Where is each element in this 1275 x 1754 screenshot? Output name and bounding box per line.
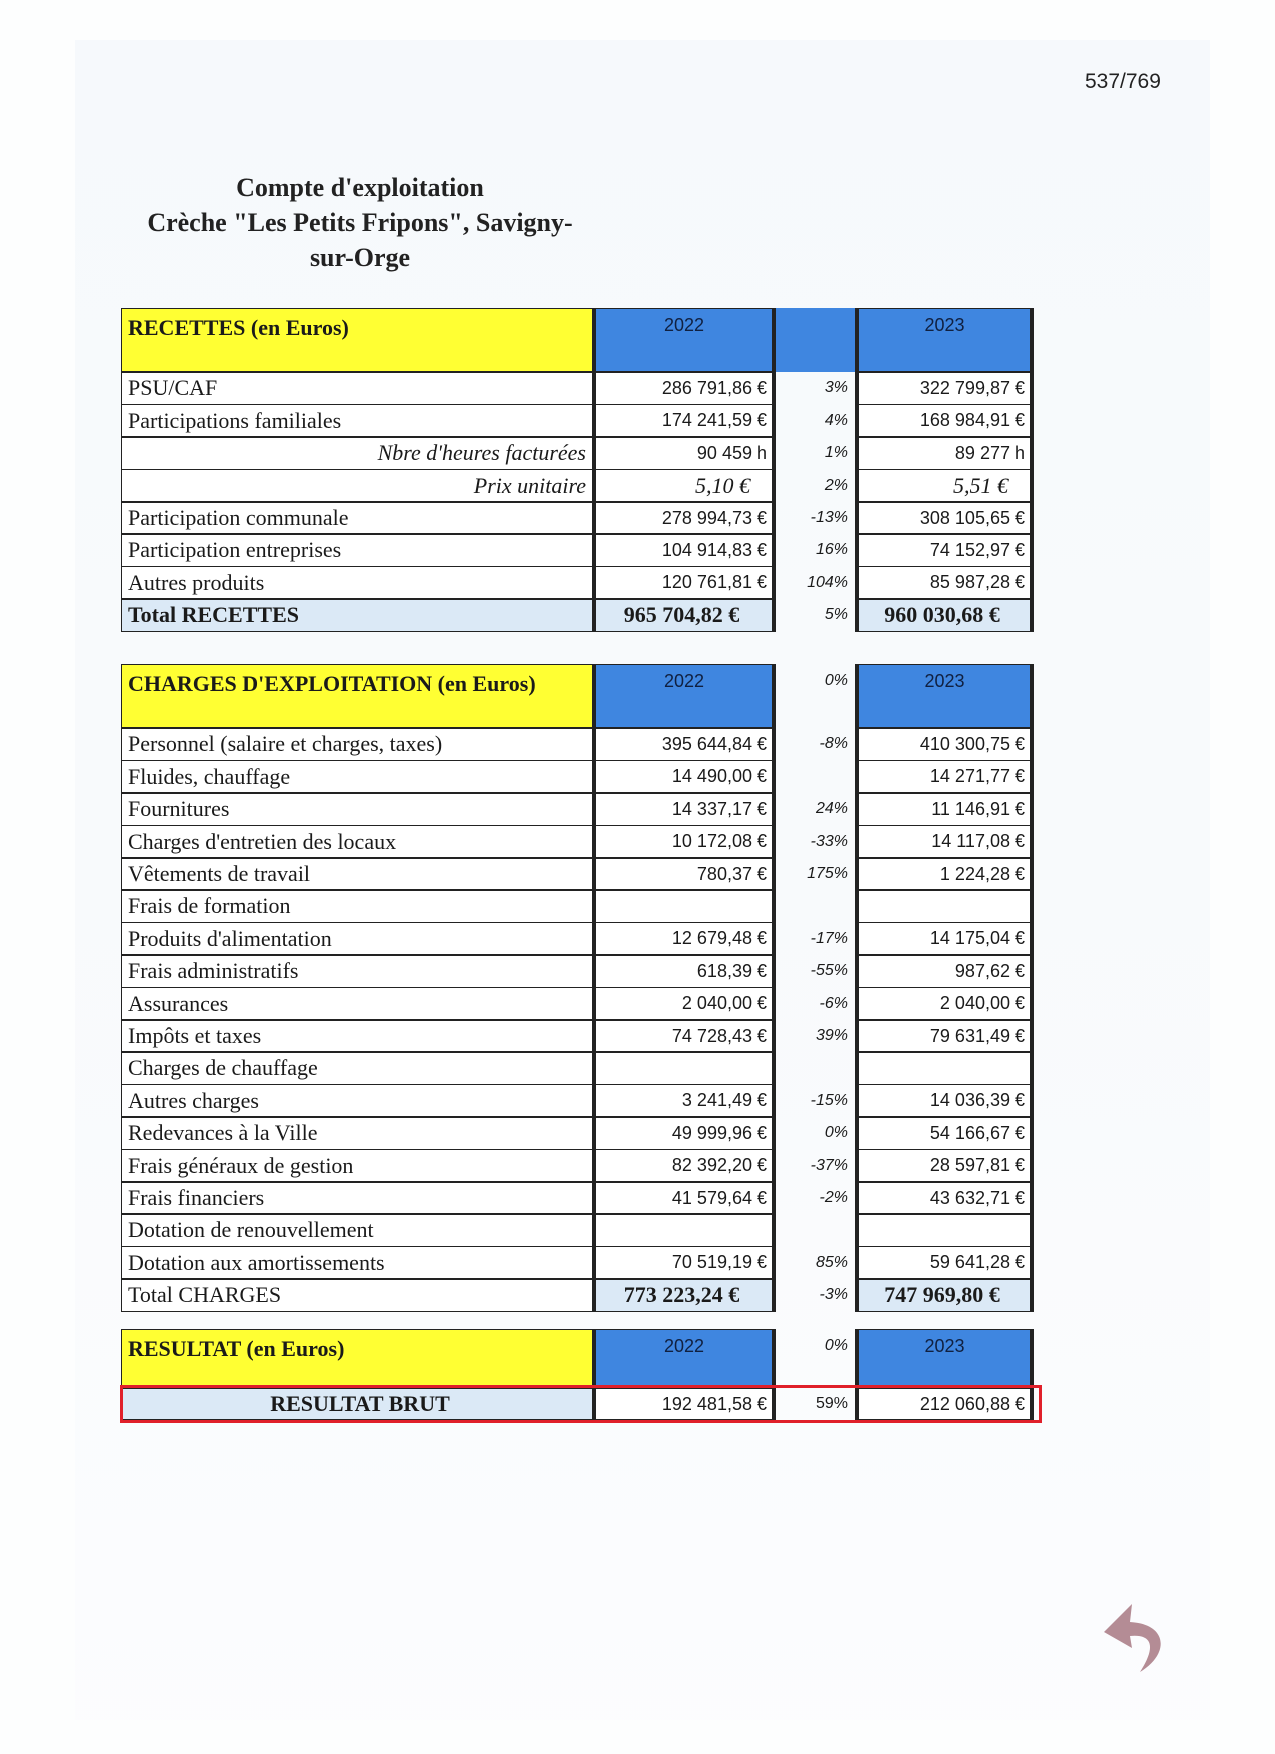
value-2022: 286 791,86 € <box>592 372 776 405</box>
pct-change: 104% <box>807 573 848 591</box>
table-row <box>121 1214 1034 1247</box>
value-2022: 618,39 € <box>592 955 776 988</box>
title-line: sur-Orge <box>309 243 411 272</box>
value-2023: 74 152,97 € <box>855 534 1034 567</box>
table-row <box>121 1246 1034 1279</box>
value-2023: 89 277 h <box>855 437 1034 470</box>
value-2022: 10 172,08 € <box>592 825 776 858</box>
value-2022: 49 999,96 € <box>592 1117 776 1150</box>
pct-change: -55% <box>810 962 848 980</box>
row-label: Dotation aux amortissements <box>121 1246 592 1279</box>
table-row <box>121 955 1034 988</box>
value-2022: 12 679,48 € <box>592 922 776 955</box>
header-pct: 0% <box>824 672 848 689</box>
value-2022: 965 704,82 € <box>592 599 776 632</box>
value-2023: 2 040,00 € <box>855 987 1034 1020</box>
value-2023: 11 146,91 € <box>855 793 1034 826</box>
row-label: PSU/CAF <box>121 372 592 405</box>
value-2022: 174 241,59 € <box>592 404 776 437</box>
row-label: Frais financiers <box>121 1182 592 1215</box>
pct-change: -6% <box>819 994 848 1012</box>
pct-change: -37% <box>810 1156 848 1174</box>
pct-change: 3% <box>824 379 848 397</box>
charges-header <box>121 664 1034 728</box>
value-2022: 74 728,43 € <box>592 1020 776 1053</box>
value-2023: 14 117,08 € <box>855 825 1034 858</box>
value-2023: 747 969,80 € <box>855 1279 1034 1312</box>
year-2023-header: 2023 <box>855 308 1034 372</box>
row-label: Total RECETTES <box>121 599 592 632</box>
value-2023: 308 105,65 € <box>855 502 1034 535</box>
value-2023: 28 597,81 € <box>855 1149 1034 1182</box>
table-row <box>121 825 1034 858</box>
resultat-header-label: RESULTAT (en Euros) <box>121 1329 592 1388</box>
row-label: Autres produits <box>121 566 592 599</box>
row-label: Participation entreprises <box>121 534 592 567</box>
row-label: Frais administratifs <box>121 955 592 988</box>
value-2023: 1 224,28 € <box>855 858 1034 891</box>
row-label: Participation communale <box>121 502 592 535</box>
value-2023: 43 632,71 € <box>855 1182 1034 1215</box>
recettes-header-label: RECETTES (en Euros) <box>121 308 592 372</box>
pct-change: -2% <box>819 1189 848 1207</box>
curved-back-arrow-icon <box>1098 1598 1178 1678</box>
year-2023-header: 2023 <box>855 664 1034 728</box>
year-2022-header: 2022 <box>592 1329 776 1388</box>
charges-header-label: CHARGES D'EXPLOITATION (en Euros) <box>121 664 592 728</box>
table-row <box>121 534 1034 567</box>
value-2023: 987,62 € <box>855 955 1034 988</box>
row-label: Charges d'entretien des locaux <box>121 825 592 858</box>
table-row <box>121 1182 1034 1215</box>
value-2022 <box>592 890 776 923</box>
value-2022: 104 914,83 € <box>592 534 776 567</box>
header-band <box>776 308 855 372</box>
value-2022 <box>592 1214 776 1247</box>
row-label: Dotation de renouvellement <box>121 1214 592 1247</box>
pct-change <box>776 1214 855 1247</box>
table-row <box>121 1084 1034 1117</box>
row-label: Impôts et taxes <box>121 1020 592 1053</box>
value-2022: 2 040,00 € <box>592 987 776 1020</box>
value-2022: 120 761,81 € <box>592 566 776 599</box>
table-row <box>121 793 1034 826</box>
pct-change: -13% <box>810 509 848 527</box>
recettes-total-row <box>121 599 1034 632</box>
row-label: Total CHARGES <box>121 1279 592 1312</box>
row-label: Participations familiales <box>121 404 592 437</box>
resultat-header <box>121 1329 1034 1388</box>
row-label: Fournitures <box>121 793 592 826</box>
value-2023 <box>855 1052 1034 1085</box>
value-2023: 79 631,49 € <box>855 1020 1034 1053</box>
value-2022: 278 994,73 € <box>592 502 776 535</box>
pct-change: -15% <box>810 1091 848 1109</box>
value-2022: 70 519,19 € <box>592 1246 776 1279</box>
value-2023: 14 036,39 € <box>855 1084 1034 1117</box>
pct-change: 39% <box>815 1027 848 1045</box>
value-2022: 5,10 € <box>592 469 776 502</box>
row-label: Assurances <box>121 987 592 1020</box>
value-2023: 322 799,87 € <box>855 372 1034 405</box>
table-row <box>121 1052 1034 1085</box>
pct-change: 59% <box>815 1395 848 1412</box>
value-2023 <box>855 890 1034 923</box>
pct-change: 0% <box>824 1124 848 1142</box>
pct-change <box>776 1052 855 1085</box>
table-row <box>121 1117 1034 1150</box>
value-2023: 85 987,28 € <box>855 566 1034 599</box>
row-label: Nbre d'heures facturées <box>121 437 592 470</box>
charges-total-row <box>121 1279 1034 1312</box>
table-row <box>121 922 1034 955</box>
recettes-header <box>121 308 1034 372</box>
value-2022: 780,37 € <box>592 858 776 891</box>
row-label: Prix unitaire <box>121 469 592 502</box>
value-2022: 14 337,17 € <box>592 793 776 826</box>
year-2022-header: 2022 <box>592 664 776 728</box>
value-2023: 5,51 € <box>855 469 1034 502</box>
table-row <box>121 437 1034 470</box>
value-2023 <box>855 1214 1034 1247</box>
pct-change: -33% <box>810 832 848 850</box>
pct-change <box>776 890 855 923</box>
table-row <box>121 728 1034 761</box>
value-2023: 168 984,91 € <box>855 404 1034 437</box>
value-2023: 54 166,67 € <box>855 1117 1034 1150</box>
table-row <box>121 987 1034 1020</box>
row-label: Produits d'alimentation <box>121 922 592 955</box>
table-row <box>121 890 1034 923</box>
pct-change: 2% <box>824 476 848 494</box>
page-number: 537/769 <box>1085 70 1161 93</box>
table-row <box>121 502 1034 535</box>
year-2022-header: 2022 <box>592 308 776 372</box>
year-2023-header: 2023 <box>855 1329 1034 1388</box>
value-2023: 212 060,88 € <box>855 1388 1034 1420</box>
value-2022: 90 459 h <box>592 437 776 470</box>
title-line: Compte d'exploitation <box>236 173 484 202</box>
table-row <box>121 566 1034 599</box>
value-2022: 41 579,64 € <box>592 1182 776 1215</box>
pct-change: 175% <box>807 865 848 883</box>
value-2023: 960 030,68 € <box>855 599 1034 632</box>
pct-change: 5% <box>824 606 848 624</box>
pct-change: -3% <box>819 1286 848 1304</box>
value-2022: 192 481,58 € <box>592 1388 776 1420</box>
title-line: Crèche "Les Petits Fripons", Savigny- <box>147 208 573 237</box>
value-2023: 14 271,77 € <box>855 760 1034 793</box>
value-2022: 773 223,24 € <box>592 1279 776 1312</box>
row-label: Frais de formation <box>121 890 592 923</box>
table-row <box>121 1149 1034 1182</box>
value-2023: 59 641,28 € <box>855 1246 1034 1279</box>
table-row <box>121 760 1034 793</box>
pct-change: 4% <box>824 411 848 429</box>
table-row <box>121 1020 1034 1053</box>
value-2023: 410 300,75 € <box>855 728 1034 761</box>
value-2022: 3 241,49 € <box>592 1084 776 1117</box>
pct-change: 24% <box>815 800 848 818</box>
table-row <box>121 404 1034 437</box>
row-label: Autres charges <box>121 1084 592 1117</box>
resultat-highlight-box <box>120 1385 1042 1423</box>
pct-change: -8% <box>819 735 848 753</box>
pct-change: 85% <box>815 1253 848 1271</box>
table-row <box>121 372 1034 405</box>
row-label: Redevances à la Ville <box>121 1117 592 1150</box>
value-2023: 14 175,04 € <box>855 922 1034 955</box>
row-label: Frais généraux de gestion <box>121 1149 592 1182</box>
pct-change: -17% <box>810 929 848 947</box>
pct-change: 16% <box>815 541 848 559</box>
value-2022 <box>592 1052 776 1085</box>
row-label: Personnel (salaire et charges, taxes) <box>121 728 592 761</box>
pct-change <box>776 760 855 793</box>
value-2022: 14 490,00 € <box>592 760 776 793</box>
table-row <box>121 469 1034 502</box>
row-label: Charges de chauffage <box>121 1052 592 1085</box>
value-2022: 82 392,20 € <box>592 1149 776 1182</box>
row-label: Fluides, chauffage <box>121 760 592 793</box>
row-label: RESULTAT BRUT <box>121 1388 592 1420</box>
pct-change: 1% <box>824 444 848 462</box>
header-pct: 0% <box>824 1337 848 1354</box>
value-2022: 395 644,84 € <box>592 728 776 761</box>
row-label: Vêtements de travail <box>121 858 592 891</box>
table-row <box>121 858 1034 891</box>
document-title <box>120 170 600 275</box>
